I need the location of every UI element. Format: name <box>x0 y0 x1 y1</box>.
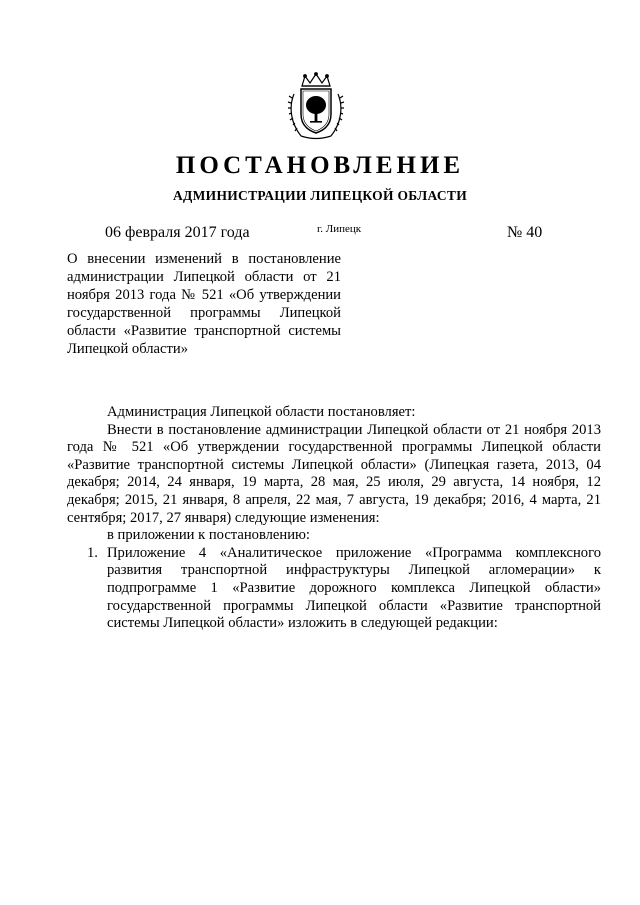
list-item-text: Приложение 4 «Аналитическое приложение «Программа комплексного развития транспортной инфраструктуры Липецкой агломерации» к подпрограмме 1 «Развитие дорожного комплекса Липецкой области» государственной программы Липецкой области «Развитие транспортной системы Липецкой области» изложить в следующей редакции: <box>107 544 601 632</box>
subheading: в приложении к постановлению: <box>107 527 310 544</box>
list-item <box>67 545 601 633</box>
document-city: г. Липецк <box>317 223 362 235</box>
coat-of-arms-icon <box>285 72 347 142</box>
document-subtitle: АДМИНИСТРАЦИИ ЛИПЕЦКОЙ ОБЛАСТИ <box>172 188 468 203</box>
document-date: 06 февраля 2017 года <box>105 224 250 241</box>
document-title: ПОСТАНОВЛЕНИЕ <box>175 152 465 179</box>
main-paragraph: Внести в постановление администрации Липецкой области от 21 ноября 2013 года № 521 «Об утверждении государственной программы Липецкой области «Развитие транспортной системы Липецкой области» (Липецкая газета, 2013, 04 декабря; 2014, 24 января, 19 марта, 28 мая, 25 июля, 29 августа, 14 ноября, 12 декабря; 2015, 21 января, 8 апреля, 22 мая, 7 августа, 19 декабря; 2016, 4 марта, 21 сентября; 2017, 27 января) следующие изменения: <box>67 421 601 526</box>
declaration: Администрация Липецкой области постановляет: <box>107 404 416 420</box>
document-body <box>67 404 601 633</box>
document-number: № 40 <box>507 224 543 241</box>
list-item-number: 1. <box>87 544 98 561</box>
document-about: О внесении изменений в постановление администрации Липецкой области от 21 ноября 2013 года № 521 «Об утверждении государственной программы Липецкой области «Развитие транспортной системы Липецкой области» <box>67 251 341 357</box>
